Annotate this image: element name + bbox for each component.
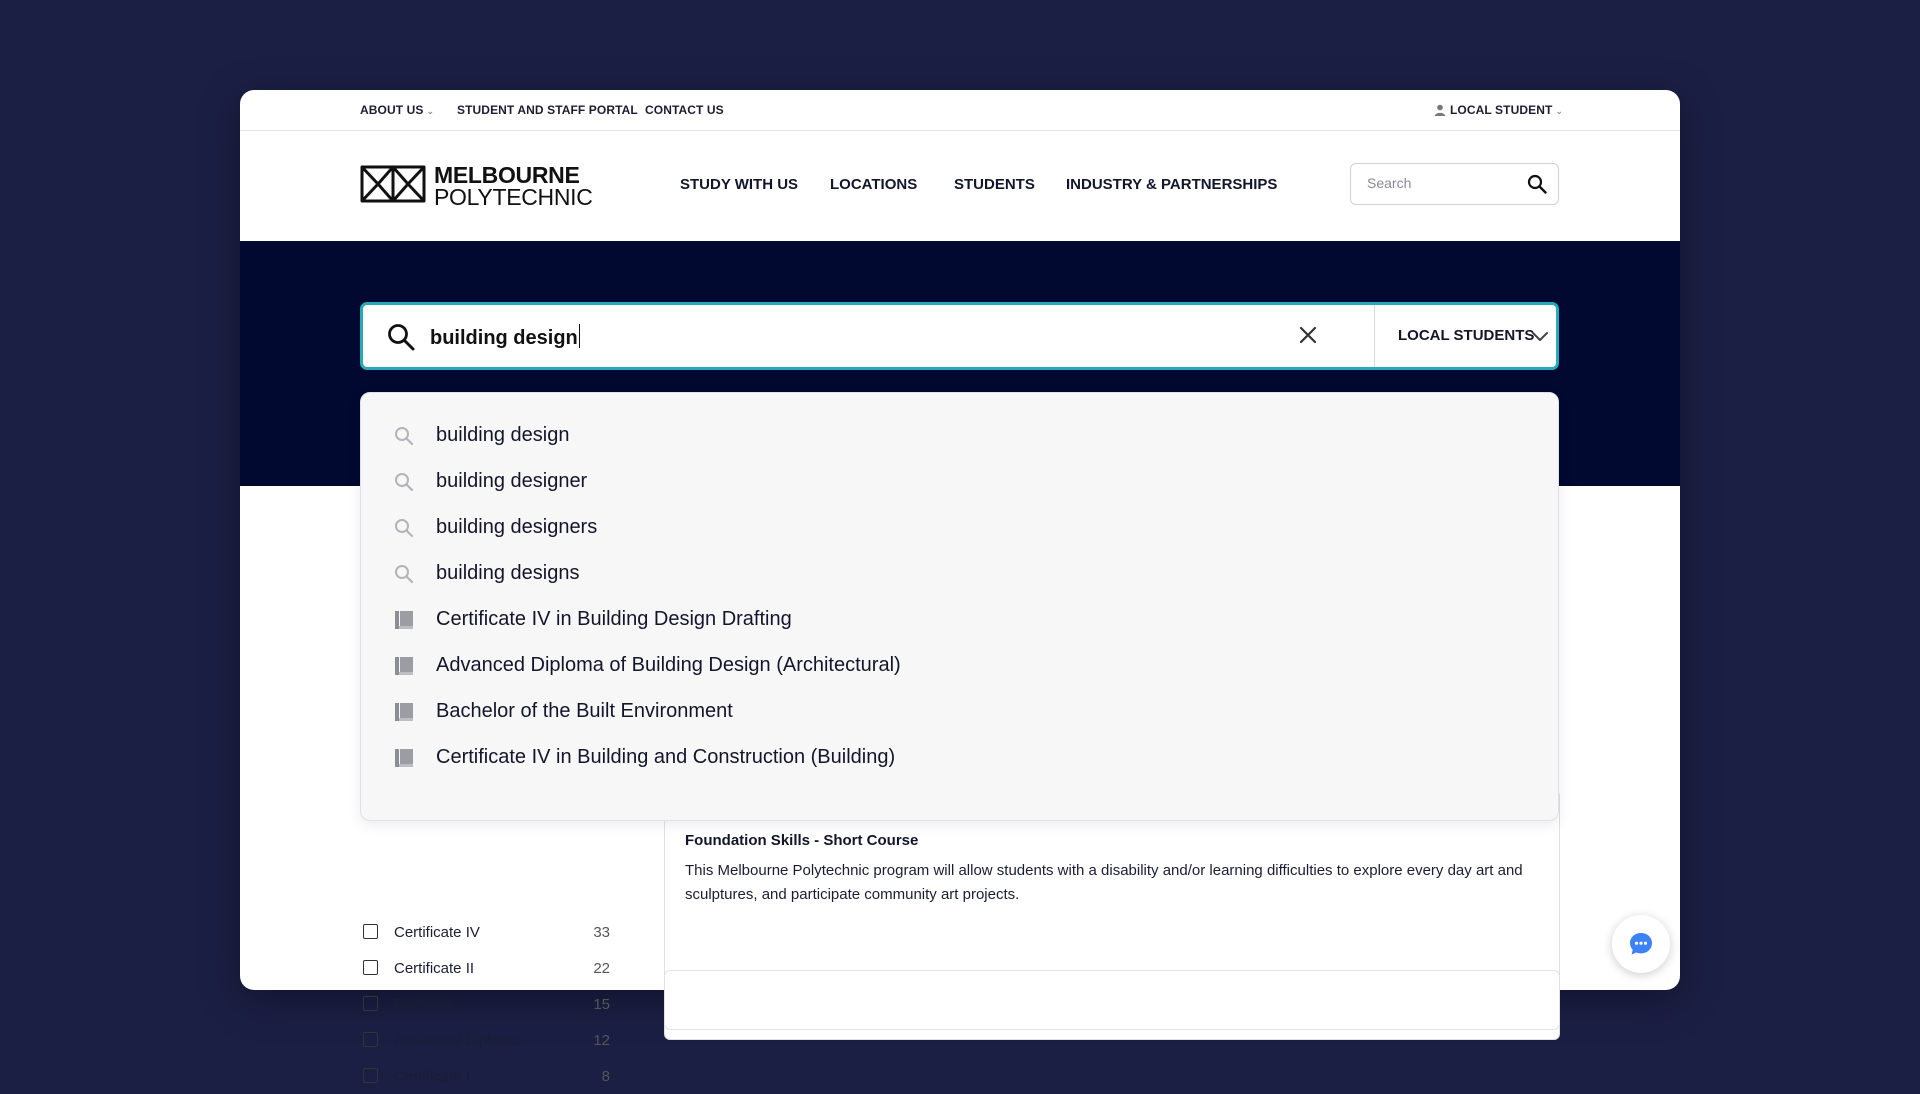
chat-bubble-icon	[1628, 931, 1654, 957]
course-description: This Melbourne Polytechnic program will allow students with a disability and/or learning difficulties to explore every day art and sculptures, and participate community art projects.	[685, 862, 1523, 903]
brand-logo[interactable]	[360, 162, 593, 210]
checkbox[interactable]	[363, 924, 378, 939]
site-header	[240, 131, 1680, 241]
suggestion-label: Certificate IV in Building and Construction (Building)	[436, 746, 896, 768]
filter-count: 12	[593, 1032, 610, 1049]
filter-count: 33	[593, 924, 610, 941]
contact-link[interactable]: CONTACT US	[645, 103, 724, 117]
suggestion-item[interactable]	[361, 459, 1558, 505]
course-type: Foundation Skills - Short Course	[685, 832, 919, 849]
filter-count: 15	[593, 996, 610, 1013]
filter-option[interactable]	[360, 920, 620, 950]
header-search	[1350, 163, 1559, 205]
search-icon	[387, 323, 415, 351]
search-divider	[1374, 305, 1375, 367]
logo-mark-icon	[360, 163, 426, 205]
book-icon	[393, 655, 415, 677]
user-type-label: LOCAL STUDENT	[1450, 103, 1553, 117]
filter-option[interactable]	[360, 1064, 620, 1094]
chevron-down-icon: ⌄	[1555, 106, 1564, 116]
search-icon[interactable]	[1527, 174, 1547, 194]
checkbox[interactable]	[363, 1032, 378, 1047]
filter-count: 22	[593, 960, 610, 977]
suggestion-label: building designs	[436, 562, 580, 584]
filter-option[interactable]	[360, 1028, 620, 1058]
suggestion-label: building designer	[436, 470, 588, 492]
brand-line-2: POLYTECHNIC	[434, 184, 593, 210]
course-suggestion-item[interactable]	[361, 597, 1558, 643]
filter-option[interactable]	[360, 956, 620, 986]
portal-link[interactable]: STUDENT AND STAFF PORTAL	[457, 103, 638, 117]
nav-study-with-us[interactable]: STUDY WITH US	[680, 176, 799, 193]
search-icon	[393, 471, 415, 493]
user-type-selector[interactable]	[1434, 103, 1563, 117]
search-icon	[393, 517, 415, 539]
course-suggestion-item[interactable]	[361, 643, 1558, 689]
course-suggestion-item[interactable]	[361, 689, 1558, 735]
chevron-down-icon: ⌄	[426, 106, 435, 116]
text-caret	[579, 324, 580, 348]
suggestion-label: Certificate IV in Building Design Drafting	[436, 608, 792, 630]
book-icon	[393, 609, 415, 631]
filter-option[interactable]	[360, 992, 620, 1022]
header-search-input[interactable]	[1365, 174, 1519, 192]
audience-selector[interactable]: LOCAL STUDENTS	[1398, 327, 1535, 344]
filter-label: Bachelor	[394, 996, 454, 1013]
suggestion-item[interactable]	[361, 505, 1558, 551]
chevron-down-icon[interactable]	[1531, 331, 1549, 343]
search-suggestions-dropdown	[360, 392, 1559, 821]
search-icon	[393, 425, 415, 447]
close-icon[interactable]	[1297, 324, 1319, 346]
about-us-link[interactable]	[360, 103, 434, 117]
book-icon	[393, 701, 415, 723]
suggestion-item[interactable]	[361, 413, 1558, 459]
nav-locations[interactable]: LOCATIONS	[830, 176, 918, 193]
nav-industry-partnerships[interactable]: INDUSTRY & PARTNERSHIPS	[1066, 176, 1278, 193]
utility-bar	[240, 90, 1680, 131]
suggestion-label: Advanced Diploma of Building Design (Architectural)	[436, 654, 901, 676]
suggestion-label: building design	[436, 424, 570, 446]
filter-label: Advanced Diploma	[394, 1032, 520, 1049]
nav-students[interactable]: STUDENTS	[954, 176, 1035, 193]
browser-page	[240, 90, 1680, 1085]
course-result-card[interactable]	[664, 970, 1560, 1030]
book-icon	[393, 747, 415, 769]
suggestion-item[interactable]	[361, 551, 1558, 597]
chat-button[interactable]	[1612, 915, 1670, 973]
brand-name	[434, 164, 593, 208]
user-icon	[1434, 104, 1446, 116]
checkbox[interactable]	[363, 960, 378, 975]
filter-label: Certificate I	[394, 1068, 470, 1085]
checkbox[interactable]	[363, 996, 378, 1011]
course-suggestion-item[interactable]	[361, 735, 1558, 781]
course-search-input[interactable]	[430, 324, 580, 350]
checkbox[interactable]	[363, 1068, 378, 1083]
brand-line-1: MELBOURNE	[434, 162, 580, 188]
filter-count: 8	[601, 1068, 610, 1085]
suggestion-label: Bachelor of the Built Environment	[436, 700, 733, 722]
search-query-text: building design	[430, 327, 578, 349]
filter-label: Certificate IV	[394, 924, 480, 941]
about-us-label: ABOUT US	[360, 103, 424, 117]
course-search-box	[360, 302, 1559, 370]
filter-label: Certificate II	[394, 960, 475, 977]
search-icon	[393, 563, 415, 585]
suggestion-label: building designers	[436, 516, 598, 538]
